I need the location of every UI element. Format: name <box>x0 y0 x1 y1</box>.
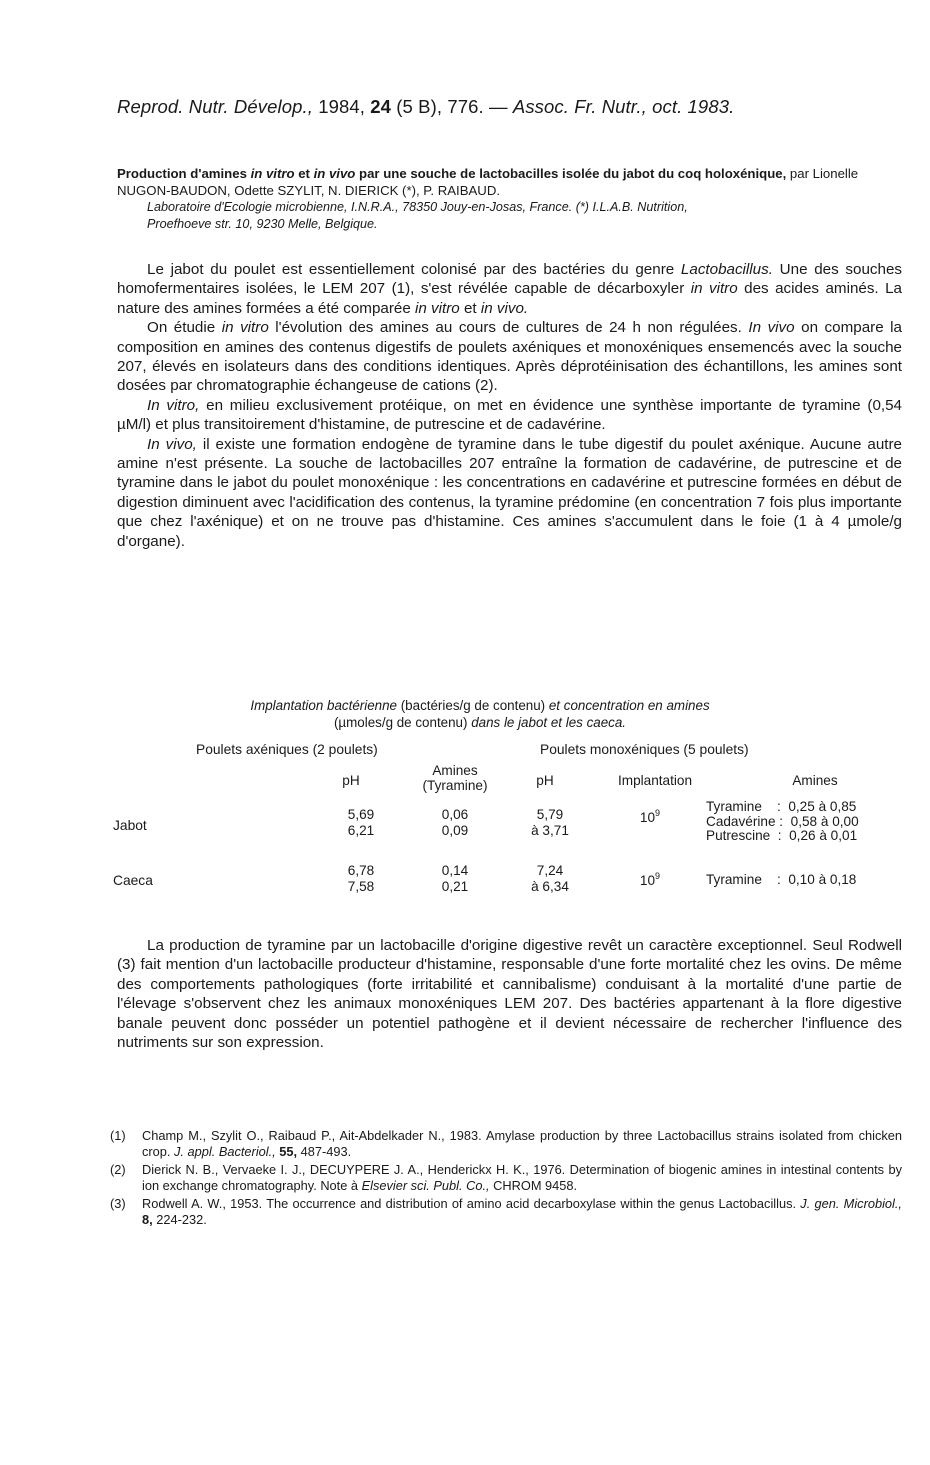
text-run: in vitro <box>221 319 269 337</box>
references-list <box>110 1128 902 1230</box>
ref-part: Dierick N. B., Vervaeke I. J., DECUYPERE J. A., Henderickx H. K., 1976. Determination of biogenic amines in intestinal contents by ion exchange chromatography. Note à <box>142 1162 902 1193</box>
text-run: in vivo. <box>480 299 529 317</box>
cell-value: 0,14 <box>441 863 469 878</box>
title-part: par une souche de lactobacilles isolée du jabot du coq holoxénique, <box>355 166 787 181</box>
ref-part: Champ M., Szylit O., Raibaud P., Ait-Abdelkader N., 1983. Amylase production by three Lactobacillus strains isolated from chicken crop. <box>142 1128 902 1159</box>
reference-number: (3) <box>110 1196 126 1211</box>
journal-citation <box>117 96 847 118</box>
reference-number: (2) <box>110 1162 126 1177</box>
column-header-amines-monoxenic: Amines <box>792 773 838 788</box>
cell-exponent: 9 <box>655 808 661 818</box>
caption-part: et concentration en amines <box>548 698 710 713</box>
reference-text <box>142 1128 902 1159</box>
tyramine-axenic-cell <box>430 807 480 839</box>
ref-part: Rodwell A. W., 1953. The occurrence and distribution of amino acid decarboxylase within the genus Lactobacillus. <box>142 1196 801 1211</box>
title-part: in vitro <box>250 166 295 181</box>
cell-value: 0,09 <box>441 823 469 838</box>
cell-exponent: 9 <box>655 871 661 881</box>
cell-value: à 3,71 <box>531 823 569 838</box>
column-header-amines-axenic <box>400 763 510 793</box>
ref-journal: Elsevier sci. Publ. Co., <box>361 1177 490 1193</box>
journal-association: Assoc. Fr. Nutr., oct. 1983. <box>512 96 735 117</box>
reference-item <box>110 1162 902 1193</box>
text-run: On étudie <box>147 319 222 337</box>
article-title <box>117 166 786 181</box>
title-part: in vivo <box>313 166 356 181</box>
cell-value: 5,79 <box>536 807 564 822</box>
cell-value: 0,21 <box>441 879 469 894</box>
ph-axenic-cell <box>336 863 386 895</box>
article-authors: par Lionelle NUGON-BAUDON, Odette SZYLIT, N. DIERICK (*), P. RAIBAUD. <box>117 166 859 198</box>
implantation-cell <box>630 810 670 826</box>
cell-value: 10 <box>639 873 656 888</box>
header-line: (Tyramine) <box>422 778 488 793</box>
text-run: en milieu exclusivement protéique, on met en évidence une synthèse importante de tyramine (0,54 µM/l) et plus transitoirement d'histamine, de putrescine et de cadavérine. <box>117 396 902 434</box>
text-run: l'évolution des amines au cours de cultures de 24 h non régulées. <box>268 319 749 337</box>
reference-item <box>110 1128 902 1159</box>
article-body <box>117 260 902 551</box>
group-header-axenic: Poulets axéniques (2 poulets) <box>196 742 378 757</box>
reference-number: (1) <box>110 1128 126 1143</box>
cell-value: 10 <box>639 810 656 825</box>
cell-value: 6,78 <box>347 863 375 878</box>
article-affiliation-cont: Proefhoeve str. 10, 9230 Melle, Belgique. <box>147 217 378 231</box>
amines-monoxenic-cell <box>706 873 856 888</box>
amine-entry: Tyramine : 0,25 à 0,85 <box>706 799 857 814</box>
ref-journal: J. gen. Microbiol., <box>800 1196 902 1211</box>
cell-value: 0,06 <box>441 807 469 822</box>
column-header-implantation: Implantation <box>617 773 693 788</box>
caption-part: dans le jabot et les caeca. <box>471 715 627 730</box>
ref-volume: 8, <box>142 1211 153 1227</box>
group-header-monoxenic: Poulets monoxéniques (5 poulets) <box>540 742 749 757</box>
cell-value: 7,24 <box>536 863 564 878</box>
caption-part: (µmoles/g de contenu) <box>333 715 472 730</box>
amine-entry: Putrescine : 0,26 à 0,01 <box>706 828 858 843</box>
paragraph <box>117 260 902 318</box>
text-run: on compare la composition en amines des contenus digestifs de poulets axéniques et monoxéniques ensemencés avec la souche 207, élevés en isolateurs dans des conditions identiques. Après déprotéinisation des échantillons, les amines sont dosées par chromatographie échangeuse de cations (2). <box>117 319 902 395</box>
journal-year: 1984, <box>318 96 366 117</box>
text-run: Une des souches homofermentaires isolées, le LEM 207 (1), s'est révélée capable de décarboxyler <box>117 261 902 298</box>
ph-monoxenic-cell <box>520 863 580 895</box>
title-part: Production d'amines <box>117 166 251 181</box>
cell-value: 5,69 <box>347 807 375 822</box>
reference-text <box>142 1196 902 1227</box>
table-caption <box>200 697 760 731</box>
article-heading <box>117 165 902 233</box>
text-run: In vitro, <box>147 396 200 414</box>
ref-pages: CHROM 9458. <box>489 1177 578 1193</box>
cell-value: à 6,34 <box>531 879 569 894</box>
text-run: Lactobacillus. <box>680 261 773 278</box>
ref-pages: 487-493. <box>297 1143 352 1159</box>
text-run: il existe une formation endogène de tyramine dans le tube digestif du poulet axénique. Aucune autre amine n'est présente. La souche de lactobacilles 207 entraîne la formation de cadavérine, de putrescine et de tyramine dans le jabot du poulet monoxénique : les concentrations en cadavérine et putrescine formées en début de digestion diminuent avec l'acidification des contenus, la tyramine prédomine (en concentration 7 fois plus importante que chez l'axénique) et on ne trouve pas d'histamine. Ces amines s'accumulent dans le foie (1 à 4 µmole/g d'organe). <box>117 435 902 550</box>
caption-part: (bactéries/g de contenu) <box>397 698 549 713</box>
ph-axenic-cell <box>336 807 386 839</box>
implantation-cell <box>630 873 670 889</box>
text-run: in vitro <box>690 280 738 298</box>
ref-volume: 55, <box>275 1143 298 1159</box>
column-header-ph-axenic: pH <box>342 773 360 788</box>
amines-monoxenic-cell <box>706 800 859 844</box>
cell-value: 7,58 <box>347 879 375 894</box>
journal-title: Reprod. Nutr. Dévelop., <box>117 96 313 117</box>
column-header-ph-monoxenic: pH <box>536 773 554 788</box>
header-line: Amines <box>432 763 478 778</box>
paragraph <box>117 435 902 551</box>
caption-part: Implantation bactérienne <box>250 698 397 713</box>
ph-monoxenic-cell <box>520 807 580 839</box>
text-run: Le jabot du poulet est essentiellement colonisé par des bactéries du genre <box>147 261 681 278</box>
paragraph <box>117 318 902 396</box>
ref-pages: 224-232. <box>152 1211 207 1227</box>
amine-entry: Tyramine : 0,10 à 0,18 <box>706 872 857 887</box>
row-label-jabot: Jabot <box>113 818 147 833</box>
reference-text <box>142 1162 902 1193</box>
tyramine-axenic-cell <box>430 863 480 895</box>
article-affiliation: Laboratoire d'Ecologie microbienne, I.N.R.A., 78350 Jouy-en-Josas, France. (*) I.L.A.B. Nutrition, <box>147 200 688 214</box>
text-run: In vivo, <box>147 435 197 453</box>
cell-value: 6,21 <box>347 823 375 838</box>
text-run: et <box>459 299 481 317</box>
amine-entry: Cadavérine : 0,58 à 0,00 <box>706 813 859 829</box>
ref-journal: J. appl. Bacteriol., <box>174 1143 276 1159</box>
article-conclusion <box>117 936 902 1052</box>
text-run: In vivo <box>748 319 795 337</box>
reference-item <box>110 1196 902 1227</box>
paragraph: La production de tyramine par un lactobacille d'origine digestive revêt un caractère exceptionnel. Seul Rodwell (3) fait mention d'un lactobacille producteur d'histamine, responsable d'une forte mortalité chez les ovins. De même des comportements pathologiques (forte irritabilité et cannibalisme) conduisant à la mortalité d'une partie de l'élevage s'observent chez les animaux monoxéniques LEM 207. Des bactéries appartenant à la flore digestive banale peuvent donc posséder un potentiel pathogène et il devient nécessaire de rechercher l'influence des nutriments sur son expression. <box>117 937 902 1052</box>
journal-dash: — <box>489 96 508 117</box>
paragraph <box>117 396 902 435</box>
text-run: des acides aminés. La nature des amines formées a été comparée <box>117 280 902 317</box>
journal-issue-pages: (5 B), 776. <box>396 96 484 117</box>
journal-volume: 24 <box>370 96 392 117</box>
row-label-caeca: Caeca <box>113 873 153 888</box>
text-run: in vitro <box>415 299 460 317</box>
title-part: et <box>294 166 314 181</box>
